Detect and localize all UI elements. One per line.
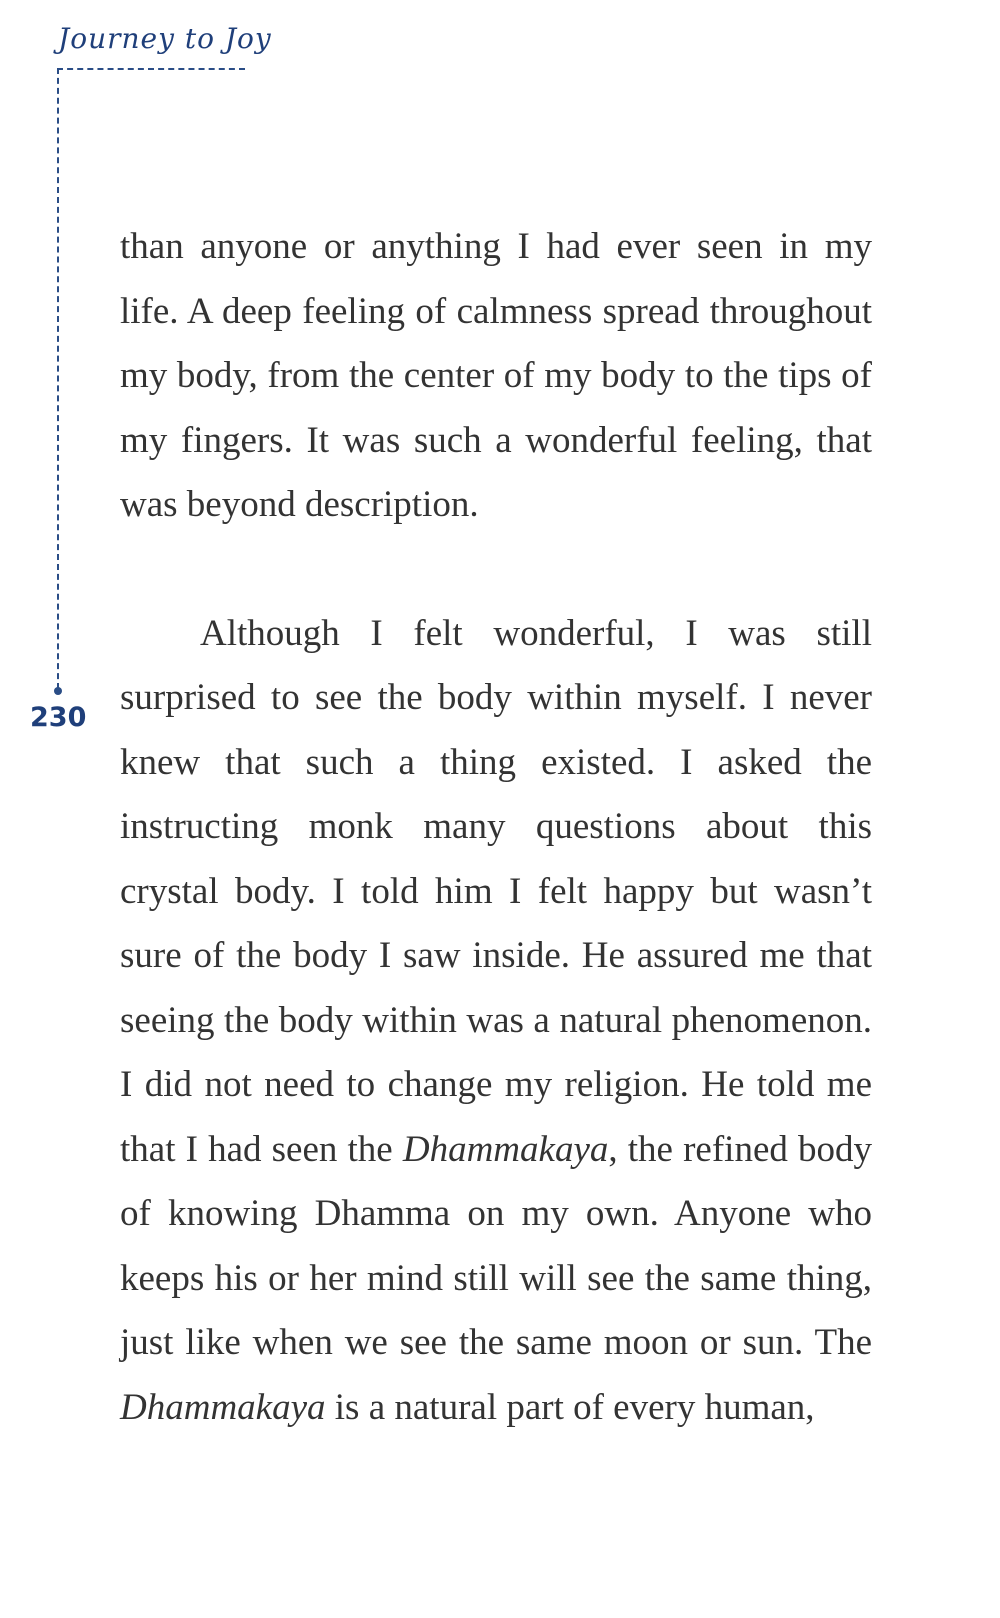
margin-dashed-rule [57, 68, 59, 689]
paragraph-1: than anyone or anything I had ever seen in my life. A deep feeling of calmness spread throughout my body, from the center of my body to the tips of my fingers. It was such a wonderful feeling, that was beyond description. [120, 226, 872, 525]
header-dashed-rule [57, 68, 245, 70]
dhammakaya-term-2: Dhammakaya [120, 1386, 326, 1428]
paragraph-2 [120, 602, 872, 1441]
body-text [120, 215, 872, 1440]
dhammakaya-term-1: Dhammakaya [402, 1128, 609, 1170]
paragraph-2-part-3: is a natural part of every human, [325, 1386, 815, 1428]
paragraph-2-part-1: Although I felt wonderful, I was still surprised to see the body within myself. I never knew that such a thing existed. I asked the instructing monk many questions about this crystal body. I told him I felt happy but wasn’t sure of the body I saw inside. He assured me that seeing the body within was a natural phenomenon. I did not need to change my religion. He told me that I had seen the [120, 612, 872, 1170]
running-head: Journey to Joy [58, 22, 272, 55]
page-number: 230 [30, 702, 87, 733]
paragraph-2-part-2: , the refined body of knowing Dhamma on my own. Anyone who keeps his or her mind still will see the same thing, just like when we see the same moon or sun. The [120, 1128, 872, 1363]
margin-rule-dot [54, 687, 62, 695]
